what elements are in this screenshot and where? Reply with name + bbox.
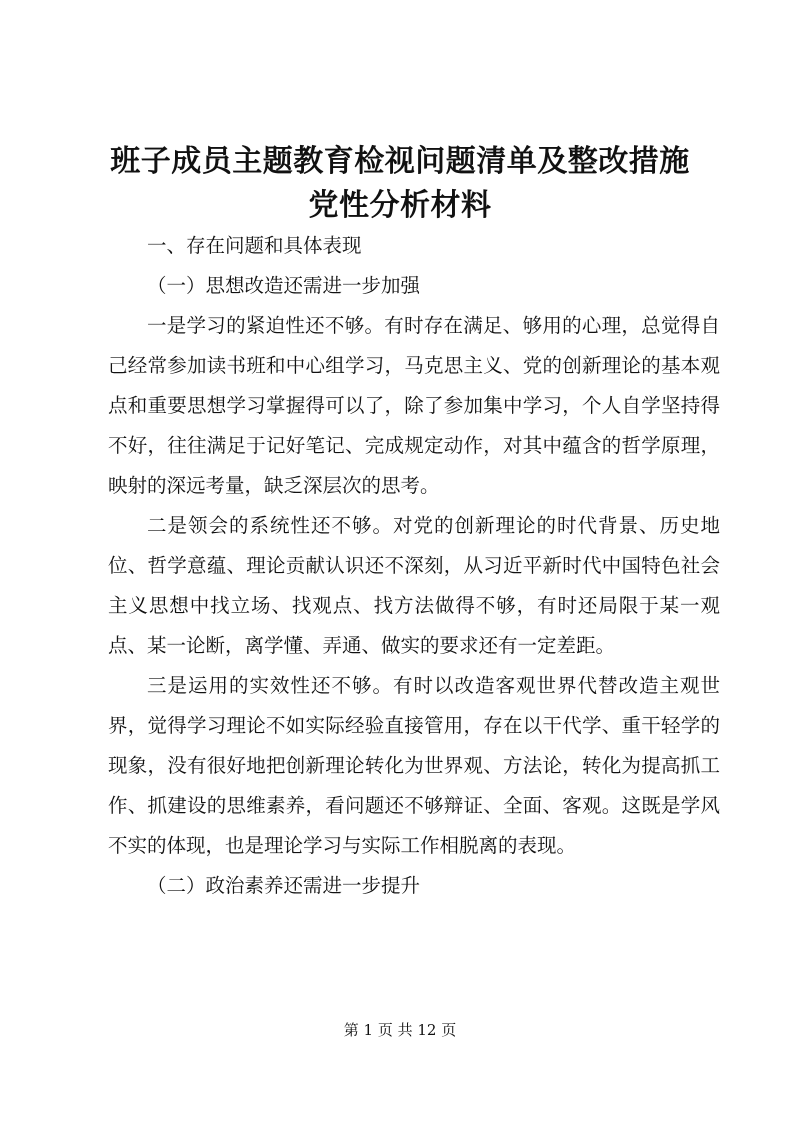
paragraph-1: 一是学习的紧迫性还不够。有时存在满足、够用的心理，总觉得自己经常参加读书班和中心组学习，马克思主义、党的创新理论的基本观点和重要思想学习掌握得可以了，除了参加集中学习，个人自学坚持得不好，往往满足于记好笔记、完成规定动作，对其中蕴含的哲学原理，映射的深远考量，缺乏深层次的思考。 xyxy=(108,314,720,497)
document-title: 班子成员主题教育检视问题清单及整改措施党性分析材料 xyxy=(110,144,690,223)
section-heading: 一、存在问题和具体表现 xyxy=(147,234,362,257)
paragraph-3: 三是运用的实效性还不够。有时以改造客观世界代替改造主观世界，觉得学习理论不如实际经验直接管用，存在以干代学、重干轻学的现象，没有很好地把创新理论转化为世界观、方法论，转化为提高抓工作、抓建设的思维素养，看问题还不够辩证、全面、客观。这既是学风不实的体现，也是理论学习与实际工作相脱离的表现。 xyxy=(108,674,720,857)
subsection-heading-2: （二）政治素养还需进一步提升 xyxy=(147,874,421,897)
page-number-footer: 第 1 页 共 12 页 xyxy=(343,1021,457,1039)
paragraph-2: 二是领会的系统性还不够。对党的创新理论的时代背景、历史地位、哲学意蕴、理论贡献认识还不深刻，从习近平新时代中国特色社会主义思想中找立场、找观点、找方法做得不够，有时还局限于某一观点、某一论断，离学懂、弄通、做实的要求还有一定差距。 xyxy=(108,514,720,657)
document-body xyxy=(108,226,720,906)
subsection-heading-1: （一）思想改造还需进一步加强 xyxy=(147,274,421,297)
